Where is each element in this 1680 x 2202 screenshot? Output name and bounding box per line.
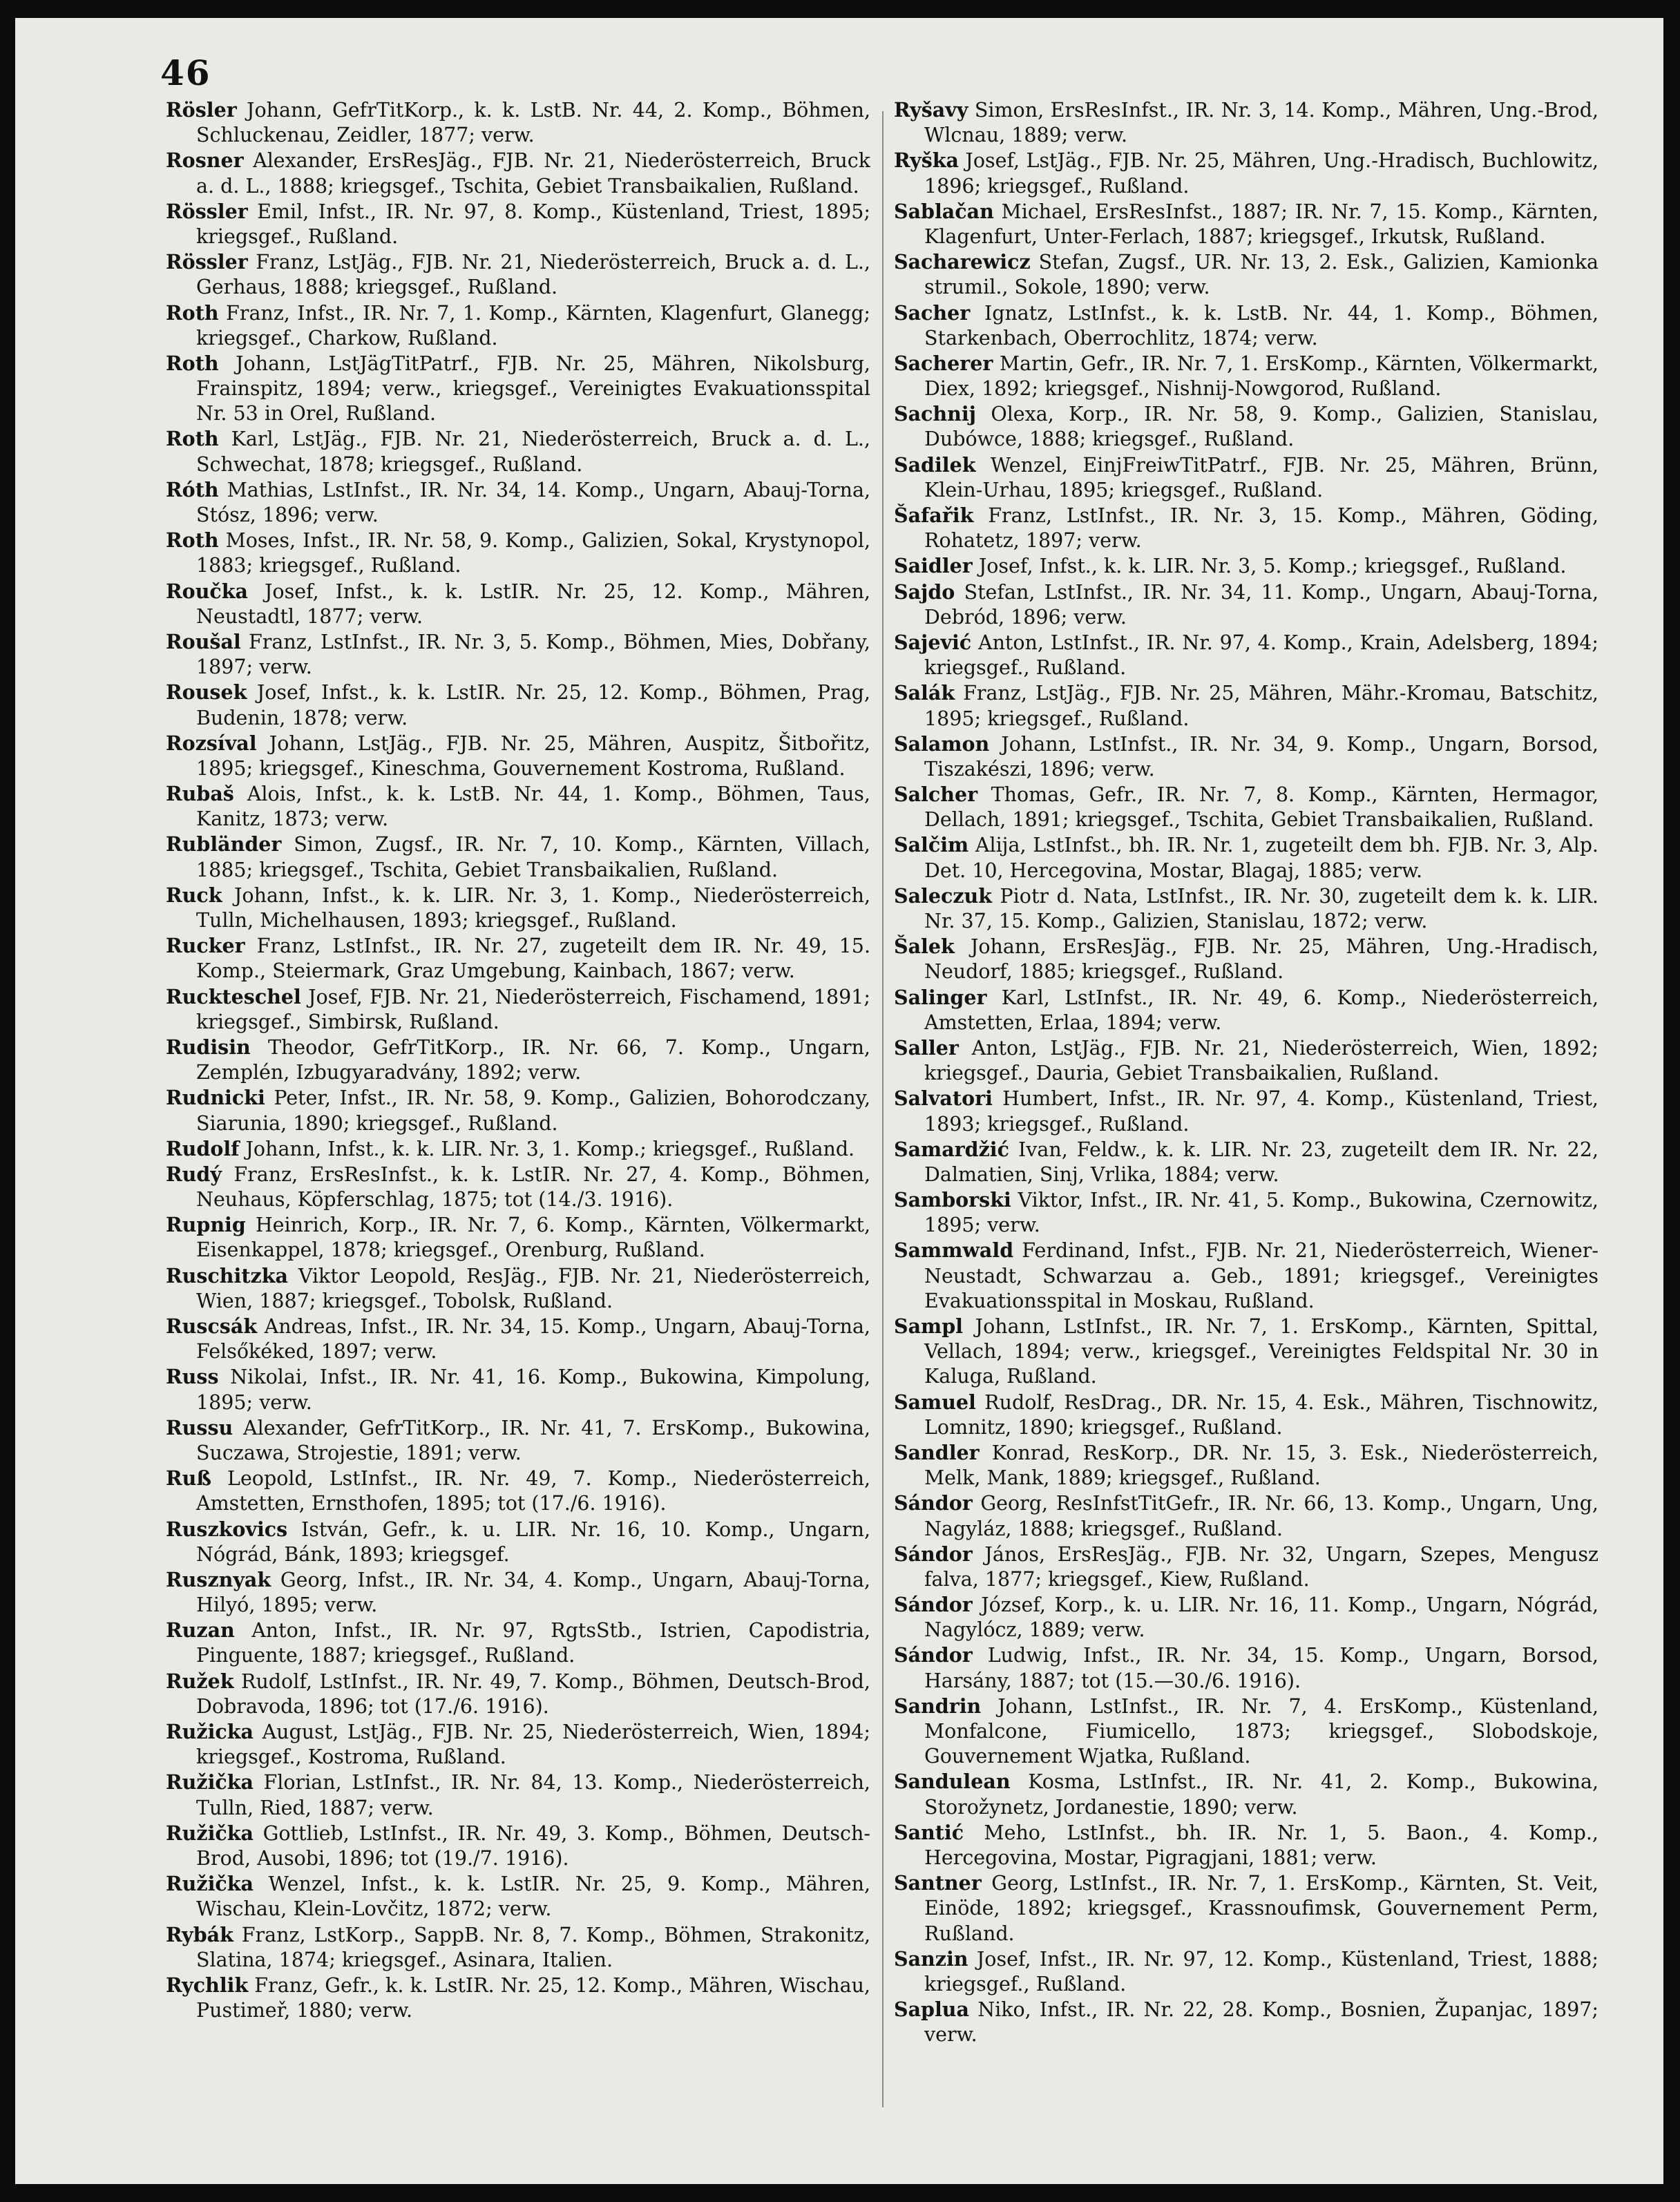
register-entry	[166, 148, 870, 198]
entry-details: Simon, Zugsf., IR. Nr. 7, 10. Komp., Kärnten, Villach, 1885; kriegsgef., Tschita, Gebiet Transbaikalien, Rußland.	[196, 833, 870, 881]
entry-surname: Sammwald	[894, 1238, 1014, 1263]
entry-surname: Rucker	[166, 934, 245, 958]
entry-surname: Šalek	[894, 935, 955, 959]
left-column	[166, 97, 870, 2163]
register-entry	[166, 477, 870, 528]
register-entry	[166, 984, 870, 1035]
entry-surname: Saplua	[894, 1998, 969, 2022]
register-entry	[894, 1238, 1598, 1314]
document-page	[15, 18, 1663, 2184]
entry-details: Johann, LstInfst., IR. Nr. 7, 1. ErsKomp., Kärnten, Spittal, Vellach, 1894; verw., kriegsgef., Vereinigtes Feldspital Nr. 30 in Kaluga, Rußland.	[924, 1315, 1598, 1388]
register-entry	[166, 629, 870, 680]
entry-surname: Rubaš	[166, 782, 234, 806]
entry-details: Georg, ResInfstTitGefr., IR. Nr. 66, 13. Komp., Ungarn, Ung, Nagyláz, 1888; kriegsgef., Rußland.	[924, 1492, 1598, 1540]
register-entry	[894, 1314, 1598, 1390]
entry-details: Meho, LstInfst., bh. IR. Nr. 1, 5. Baon., 4. Komp., Hercegovina, Mostar, Pigragjani, 1881; verw.	[924, 1821, 1598, 1869]
entry-surname: Sacharewicz	[894, 250, 1031, 274]
entry-details: Franz, Infst., IR. Nr. 7, 1. Komp., Kärnten, Klagenfurt, Glanegg; kriegsgef., Charkow, Rußland.	[196, 301, 870, 350]
entry-details: István, Gefr., k. u. LIR. Nr. 16, 10. Komp., Ungarn, Nógrád, Bánk, 1893; kriegsgef.	[196, 1518, 870, 1566]
entry-details: Wenzel, EinjFreiwTitPatrf., FJB. Nr. 25, Mähren, Brünn, Klein-Urhau, 1895; kriegsgef., Rußland.	[924, 453, 1598, 501]
register-entry	[894, 680, 1598, 731]
entry-details: Josef, Infst., k. k. LIR. Nr. 3, 5. Komp.; kriegsgef., Rußland.	[978, 555, 1567, 578]
entry-surname: Rousek	[166, 680, 247, 705]
register-entry	[894, 1694, 1598, 1770]
register-entry	[894, 351, 1598, 401]
entry-surname: Samardžić	[894, 1137, 1009, 1161]
entry-details: Simon, ErsResInfst., IR. Nr. 3, 14. Komp., Mähren, Ung.-Brod, Wlcnau, 1889; verw.	[924, 99, 1598, 147]
entry-surname: Santić	[894, 1820, 964, 1844]
entry-surname: Sajdo	[894, 580, 955, 604]
entry-details: Michael, ErsResInfst., 1887; IR. Nr. 7, 15. Komp., Kärnten, Klagenfurt, Unter-Ferlach, 1887; kriegsgef., Irkutsk, Rußland.	[924, 200, 1598, 248]
entry-surname: Ruckteschel	[166, 984, 301, 1008]
register-entry	[166, 1922, 870, 1973]
entry-surname: Sachnij	[894, 402, 976, 426]
entry-details: Wenzel, Infst., k. k. LstIR. Nr. 25, 9. Komp., Mähren, Wischau, Klein-Lovčitz, 1872; verw.	[196, 1873, 870, 1921]
register-entry	[894, 731, 1598, 782]
entry-details: Ivan, Feldw., k. k. LIR. Nr. 23, zugeteilt dem IR. Nr. 22, Dalmatien, Sinj, Vrlika, 1884; verw.	[924, 1138, 1598, 1186]
entry-details: Josef, LstJäg., FJB. Nr. 25, Mähren, Ung.-Hradisch, Buchlowitz, 1896; kriegsgef., Rußland.	[924, 149, 1598, 198]
entry-surname: Santner	[894, 1871, 982, 1895]
entry-details: Stefan, LstInfst., IR. Nr. 34, 11. Komp., Ungarn, Abauj-Torna, Debród, 1896; verw.	[924, 580, 1598, 629]
entry-surname: Ruß	[166, 1466, 212, 1491]
register-entry	[894, 503, 1598, 553]
register-entry	[894, 401, 1598, 452]
register-entry	[894, 249, 1598, 300]
entry-surname: Sacherer	[894, 351, 993, 375]
entry-surname: Salcher	[894, 783, 978, 807]
register-entry	[894, 97, 1598, 148]
right-column	[894, 97, 1598, 2163]
entry-surname: Russu	[166, 1415, 233, 1439]
entry-surname: Ruck	[166, 883, 222, 907]
register-entry	[894, 1820, 1598, 1870]
register-entry	[166, 1973, 870, 2023]
entry-surname: Sándor	[894, 1542, 973, 1566]
column-divider	[882, 111, 884, 2107]
entry-details: János, ErsResJäg., FJB. Nr. 32, Ungarn, Szepes, Mengusz falva, 1877; kriegsgef., Kiew, Rußland.	[924, 1542, 1598, 1591]
entry-surname: Sampl	[894, 1314, 963, 1338]
register-entry	[166, 300, 870, 351]
entry-surname: Rychlik	[166, 1973, 249, 1997]
entry-surname: Roth	[166, 351, 219, 375]
entry-details: Franz, LstKorp., SappB. Nr. 8, 7. Komp., Böhmen, Strakonitz, Slatina, 1874; kriegsgef., Asinara, Italien.	[196, 1923, 870, 1971]
register-entry	[894, 580, 1598, 630]
entry-details: Olexa, Korp., IR. Nr. 58, 9. Komp., Galizien, Stanislau, Dubówce, 1888; kriegsgef., Rußland.	[924, 403, 1598, 451]
register-entry	[166, 1136, 870, 1162]
register-entry	[894, 1643, 1598, 1693]
entry-surname: Sablačan	[894, 199, 994, 223]
register-entry	[166, 1314, 870, 1364]
entry-surname: Roušal	[166, 629, 241, 653]
entry-details: Niko, Infst., IR. Nr. 22, 28. Komp., Bosnien, Županjac, 1897; verw.	[924, 1998, 1598, 2047]
entry-surname: Rubländer	[166, 832, 282, 856]
register-entry	[166, 1466, 870, 1516]
entry-surname: Ruszkovics	[166, 1517, 288, 1541]
entry-surname: Sándor	[894, 1643, 973, 1667]
entry-surname: Ryšavy	[894, 98, 968, 122]
entry-details: Kosma, LstInfst., IR. Nr. 41, 2. Komp., Bukowina, Storožynetz, Jordanestie, 1890; verw.	[924, 1770, 1598, 1819]
entry-surname: Rösler	[166, 98, 237, 122]
entry-details: Franz, LstInfst., IR. Nr. 3, 15. Komp., Mähren, Göding, Rohatetz, 1897; verw.	[924, 504, 1598, 553]
entry-details: Mathias, LstInfst., IR. Nr. 34, 14. Komp., Ungarn, Abauj-Torna, Stósz, 1896; verw.	[196, 478, 870, 526]
entry-details: Leopold, LstInfst., IR. Nr. 49, 7. Komp., Niederösterreich, Amstetten, Ernsthofen, 1895; tot (17./6. 1916).	[196, 1467, 870, 1515]
register-entry	[894, 1946, 1598, 1997]
register-entry	[894, 1035, 1598, 1086]
register-entry	[166, 426, 870, 477]
entry-details: Rudolf, LstInfst., IR. Nr. 49, 7. Komp., Böhmen, Deutsch-Brod, Dobravoda, 1896; tot (17./6. 1916).	[196, 1669, 870, 1718]
entry-surname: Rudolf	[166, 1136, 240, 1160]
register-entry	[894, 300, 1598, 351]
entry-surname: Rudisin	[166, 1035, 251, 1059]
entry-details: Franz, ErsResInfst., k. k. LstIR. Nr. 27, 4. Komp., Böhmen, Neuhaus, Köpferschlag, 1875; tot (14./3. 1916).	[196, 1162, 870, 1212]
entry-surname: Salčim	[894, 833, 969, 857]
register-entry	[894, 1870, 1598, 1946]
entry-surname: Ružek	[166, 1669, 234, 1693]
entry-surname: Ruschitzka	[166, 1263, 288, 1287]
entry-surname: Roth	[166, 528, 219, 553]
entry-surname: Saller	[894, 1035, 959, 1060]
entry-details: Franz, Gefr., k. k. LstIR. Nr. 25, 12. Komp., Mähren, Wischau, Pustimeř, 1880; verw.	[196, 1973, 870, 2022]
entry-details: Anton, LstJäg., FJB. Nr. 21, Niederösterreich, Wien, 1892; kriegsgef., Dauria, Gebiet Transbaikalien, Rußland.	[924, 1036, 1598, 1085]
register-entry	[166, 249, 870, 300]
entry-details: Franz, LstInfst., IR. Nr. 3, 5. Komp., Böhmen, Mies, Dobřany, 1897; verw.	[196, 630, 870, 679]
entry-surname: Sandler	[894, 1440, 980, 1464]
register-entry	[894, 1187, 1598, 1238]
register-entry	[894, 1086, 1598, 1136]
register-entry	[894, 630, 1598, 680]
register-entry	[166, 97, 870, 148]
register-entry	[894, 148, 1598, 198]
register-entry	[894, 1390, 1598, 1440]
entry-details: Karl, LstJäg., FJB. Nr. 21, Niederösterreich, Bruck a. d. L., Schwechat, 1878; kriegsgef., Rußland.	[196, 428, 870, 476]
entry-details: Johann, ErsResJäg., FJB. Nr. 25, Mähren, Ung.-Hradisch, Neudorf, 1885; kriegsgef., Rußland.	[924, 935, 1598, 984]
entry-details: Piotr d. Nata, LstInfst., IR. Nr. 30, zugeteilt dem k. k. LIR. Nr. 37, 15. Komp., Galizien, Stanislau, 1872; verw.	[924, 884, 1598, 932]
entry-details: Anton, LstInfst., IR. Nr. 97, 4. Komp., Krain, Adelsberg, 1894; kriegsgef., Rußland.	[924, 631, 1598, 680]
entry-details: Georg, LstInfst., IR. Nr. 7, 1. ErsKomp., Kärnten, St. Veit, Einöde, 1892; kriegsgef., Krassnoufimsk, Gouvernement Perm, Rußland.	[924, 1872, 1598, 1945]
entry-surname: Salinger	[894, 985, 987, 1009]
entry-surname: Rudý	[166, 1162, 222, 1186]
entry-surname: Rybák	[166, 1922, 233, 1946]
register-entry	[166, 1821, 870, 1871]
entry-surname: Ružička	[166, 1821, 254, 1845]
entry-details: Thomas, Gefr., IR. Nr. 7, 8. Komp., Kärnten, Hermagor, Dellach, 1891; kriegsgef., Tschita, Gebiet Transbaikalien, Rußland.	[924, 783, 1598, 832]
entry-details: Ludwig, Infst., IR. Nr. 34, 15. Komp., Ungarn, Borsod, Harsány, 1887; tot (15.—30./6. 1916).	[924, 1644, 1598, 1692]
entry-details: Nikolai, Infst., IR. Nr. 41, 16. Komp., Bukowina, Kimpolung, 1895; verw.	[196, 1366, 870, 1414]
entry-details: Johann, LstInfst., IR. Nr. 7, 4. ErsKomp., Küstenland, Monfalcone, Fiumicello, 1873; kriegsgef., Slobodskoje, Gouvernement Wjatka, Rußland.	[924, 1694, 1598, 1768]
entry-details: Johann, GefrTitKorp., k. k. LstB. Nr. 44, 2. Komp., Böhmen, Schluckenau, Zeidler, 1877; verw.	[196, 99, 870, 147]
register-entry	[166, 680, 870, 730]
entry-details: Josef, Infst., k. k. LstIR. Nr. 25, 12. Komp., Böhmen, Prag, Budenin, 1878; verw.	[196, 681, 870, 729]
entry-details: Alija, LstInfst., bh. IR. Nr. 1, zugeteilt dem bh. FJB. Nr. 3, Alp. Det. 10, Hercegovina, Mostar, Blagaj, 1885; verw.	[924, 834, 1598, 882]
register-entry	[894, 1542, 1598, 1592]
register-entry	[894, 934, 1598, 984]
entry-surname: Šafařik	[894, 504, 974, 527]
entry-details: Josef, FJB. Nr. 21, Niederösterreich, Fischamend, 1891; kriegsgef., Simbirsk, Rußland.	[196, 985, 870, 1033]
entry-surname: Sándor	[894, 1491, 973, 1515]
entry-details: Ignatz, LstInfst., k. k. LstB. Nr. 44, 1. Komp., Böhmen, Starkenbach, Oberrochlitz, 1874; verw.	[924, 301, 1598, 350]
entry-details: Rudolf, ResDrag., DR. Nr. 15, 4. Esk., Mähren, Tischnowitz, Lomnitz, 1890; kriegsgef., Rußland.	[924, 1390, 1598, 1439]
entry-details: Theodor, GefrTitKorp., IR. Nr. 66, 7. Komp., Ungarn, Zemplén, Izbugyaradvány, 1892; verw.	[196, 1035, 870, 1084]
entry-details: Peter, Infst., IR. Nr. 58, 9. Komp., Galizien, Bohorodczany, Siarunia, 1890; kriegsgef., Rußland.	[196, 1086, 870, 1135]
register-entry	[166, 351, 870, 427]
entry-details: Stefan, Zugsf., UR. Nr. 13, 2. Esk., Galizien, Kamionka strumil., Sokole, 1890; verw.	[924, 251, 1598, 299]
register-entry	[894, 1491, 1598, 1541]
register-entry	[166, 1517, 870, 1567]
entry-details: Alexander, GefrTitKorp., IR. Nr. 41, 7. ErsKomp., Bukowina, Suczawa, Strojestie, 1891; verw.	[196, 1416, 870, 1464]
entry-details: Josef, Infst., k. k. LstIR. Nr. 25, 12. Komp., Mähren, Neustadtl, 1877; verw.	[196, 580, 870, 628]
entry-surname: Saleczuk	[894, 883, 993, 908]
register-entry	[894, 553, 1598, 579]
entry-surname: Ryška	[894, 149, 960, 173]
entry-surname: Ružička	[166, 1770, 254, 1794]
register-entry	[166, 1618, 870, 1668]
register-entry	[166, 579, 870, 629]
entry-details: Johann, LstJäg., FJB. Nr. 25, Mähren, Auspitz, Šitbořitz, 1895; kriegsgef., Kineschma, Gouvernement Kostroma, Rußland.	[196, 731, 870, 780]
entry-surname: Samuel	[894, 1390, 976, 1414]
entry-details: Johann, LstInfst., IR. Nr. 34, 9. Komp., Ungarn, Borsod, Tiszakészi, 1896; verw.	[924, 732, 1598, 781]
entry-details: Konrad, ResKorp., DR. Nr. 15, 3. Esk., Niederösterreich, Melk, Mank, 1889; kriegsgef., Rußland.	[924, 1441, 1598, 1490]
register-entry	[166, 832, 870, 882]
register-entry	[166, 528, 870, 578]
entry-surname: Sandrin	[894, 1694, 982, 1718]
entry-surname: Samborski	[894, 1188, 1011, 1212]
register-entry	[166, 1669, 870, 1719]
entry-details: Emil, Infst., IR. Nr. 97, 8. Komp., Küstenland, Triest, 1895; kriegsgef., Rußland.	[196, 200, 870, 248]
entry-surname: Salamon	[894, 731, 990, 756]
entry-surname: Ruzan	[166, 1618, 235, 1643]
entry-details: Alexander, ErsResJäg., FJB. Nr. 21, Niederösterreich, Bruck a. d. L., 1888; kriegsgef., Tschita, Gebiet Transbaikalien, Rußland.	[196, 149, 870, 198]
entry-details: József, Korp., k. u. LIR. Nr. 16, 11. Komp., Ungarn, Nógrád, Nagylócz, 1889; verw.	[924, 1593, 1598, 1642]
register-entry	[166, 1035, 870, 1085]
entry-surname: Sadilek	[894, 452, 976, 477]
register-entry	[894, 1769, 1598, 1819]
entry-details: Johann, LstJägTitPatrf., FJB. Nr. 25, Mähren, Nikolsburg, Frainspitz, 1894; verw., kriegsgef., Vereinigtes Evakuationsspital Nr. 53 in Orel, Rußland.	[196, 352, 870, 425]
register-entry	[894, 452, 1598, 503]
register-entry	[166, 1770, 870, 1820]
entry-surname: Rössler	[166, 199, 248, 223]
entry-surname: Rössler	[166, 250, 248, 274]
register-entry	[166, 1415, 870, 1466]
entry-details: Andreas, Infst., IR. Nr. 34, 15. Komp., Ungarn, Abauj-Torna, Felsőkéked, 1897; verw.	[196, 1315, 870, 1363]
entry-surname: Roth	[166, 427, 219, 451]
register-entry	[166, 199, 870, 249]
entry-details: Josef, Infst., IR. Nr. 97, 12. Komp., Küstenland, Triest, 1888; kriegsgef., Rußland.	[924, 1947, 1598, 1995]
entry-details: Moses, Infst., IR. Nr. 58, 9. Komp., Galizien, Sokal, Krystynopol, 1883; kriegsgef., Rußland.	[196, 529, 870, 577]
register-entry	[894, 1440, 1598, 1491]
entry-details: Humbert, Infst., IR. Nr. 97, 4. Komp., Küstenland, Triest, 1893; kriegsgef., Rußland.	[924, 1087, 1598, 1136]
entry-surname: Salvatori	[894, 1086, 993, 1111]
entry-surname: Róth	[166, 477, 219, 501]
entry-details: Florian, LstInfst., IR. Nr. 84, 13. Komp., Niederösterreich, Tulln, Ried, 1887; verw.	[196, 1771, 870, 1819]
entry-details: Viktor Leopold, ResJäg., FJB. Nr. 21, Niederösterreich, Wien, 1887; kriegsgef., Tobolsk, Rußland.	[196, 1264, 870, 1312]
register-entry	[166, 1871, 870, 1922]
register-entry	[166, 933, 870, 984]
entry-surname: Rozsíval	[166, 731, 257, 755]
entry-surname: Salák	[894, 681, 955, 705]
entry-details: Franz, LstJäg., FJB. Nr. 25, Mähren, Mähr.-Kromau, Batschitz, 1895; kriegsgef., Rußland.	[924, 682, 1598, 730]
entry-surname: Roth	[166, 300, 219, 325]
register-entry	[166, 1085, 870, 1136]
entry-details: Ferdinand, Infst., FJB. Nr. 21, Niederösterreich, Wiener-Neustadt, Schwarzau a. Geb., 1891; kriegsgef., Vereinigtes Evakuationsspital in Moskau, Rußland.	[924, 1239, 1598, 1312]
register-entry	[894, 985, 1598, 1035]
entry-surname: Roučka	[166, 579, 248, 603]
register-entry	[166, 1719, 870, 1770]
entry-surname: Sandulean	[894, 1770, 1011, 1794]
register-entry	[894, 883, 1598, 934]
entry-surname: Rupnig	[166, 1213, 246, 1237]
entry-details: Martin, Gefr., IR. Nr. 7, 1. ErsKomp., Kärnten, Völkermarkt, Diex, 1892; kriegsgef., Nishnij-Nowgorod, Rußland.	[924, 352, 1598, 401]
register-entry	[894, 1137, 1598, 1187]
entry-details: Franz, LstInfst., IR. Nr. 27, zugeteilt dem IR. Nr. 49, 15. Komp., Steiermark, Graz Umgebung, Kainbach, 1867; verw.	[196, 935, 870, 983]
entry-surname: Ružička	[166, 1872, 254, 1896]
entry-surname: Rosner	[166, 149, 244, 173]
entry-surname: Sajević	[894, 630, 972, 654]
entry-details: Alois, Infst., k. k. LstB. Nr. 44, 1. Komp., Böhmen, Taus, Kanitz, 1873; verw.	[196, 783, 870, 831]
entry-details: Gottlieb, LstInfst., IR. Nr. 49, 3. Komp., Böhmen, Deutsch-Brod, Ausobi, 1896; tot (19./7. 1916).	[196, 1821, 870, 1870]
register-entry	[166, 883, 870, 933]
entry-details: Karl, LstInfst., IR. Nr. 49, 6. Komp., Niederösterreich, Amstetten, Erlaa, 1894; verw.	[924, 986, 1598, 1034]
register-entry	[894, 199, 1598, 249]
register-entry	[894, 1997, 1598, 2047]
register-entry	[166, 1263, 870, 1314]
register-entry	[166, 1212, 870, 1263]
register-entry	[894, 782, 1598, 832]
entry-surname: Rusznyak	[166, 1567, 271, 1591]
register-entry	[166, 1364, 870, 1415]
entry-surname: Sándor	[894, 1593, 973, 1617]
entry-surname: Ruscsák	[166, 1314, 258, 1338]
register-entry	[894, 1592, 1598, 1643]
entry-details: Heinrich, Korp., IR. Nr. 7, 6. Komp., Kärnten, Völkermarkt, Eisenkappel, 1878; kriegsgef., Orenburg, Rußland.	[196, 1214, 870, 1262]
entry-surname: Sanzin	[894, 1946, 968, 1971]
entry-surname: Rudnicki	[166, 1086, 265, 1110]
entry-details: Franz, LstJäg., FJB. Nr. 21, Niederösterreich, Bruck a. d. L., Gerhaus, 1888; kriegsgef., Rußland.	[196, 251, 870, 299]
entry-surname: Ružicka	[166, 1720, 254, 1743]
page-number: 46	[160, 52, 211, 93]
entry-details: Georg, Infst., IR. Nr. 34, 4. Komp., Ungarn, Abauj-Torna, Hilyó, 1895; verw.	[196, 1568, 870, 1617]
entry-surname: Saidler	[894, 554, 973, 578]
register-entry	[166, 731, 870, 781]
entry-details: Anton, Infst., IR. Nr. 97, RgtsStb., Istrien, Capodistria, Pinguente, 1887; kriegsgef., Rußland.	[196, 1619, 870, 1667]
register-entry	[166, 1162, 870, 1212]
entry-details: Johann, Infst., k. k. LIR. Nr. 3, 1. Komp., Niederösterreich, Tulln, Michelhausen, 1893; kriegsgef., Rußland.	[196, 883, 870, 932]
register-entry	[166, 781, 870, 832]
register-entry	[894, 832, 1598, 883]
entry-details: Johann, Infst., k. k. LIR. Nr. 3, 1. Komp.; kriegsgef., Rußland.	[245, 1137, 855, 1160]
entry-surname: Russ	[166, 1365, 219, 1389]
entry-surname: Sacher	[894, 300, 971, 325]
entry-details: Viktor, Infst., IR. Nr. 41, 5. Komp., Bukowina, Czernowitz, 1895; verw.	[924, 1189, 1598, 1237]
entry-details: August, LstJäg., FJB. Nr. 25, Niederösterreich, Wien, 1894; kriegsgef., Kostroma, Rußland.	[196, 1721, 870, 1769]
register-entry	[166, 1567, 870, 1618]
